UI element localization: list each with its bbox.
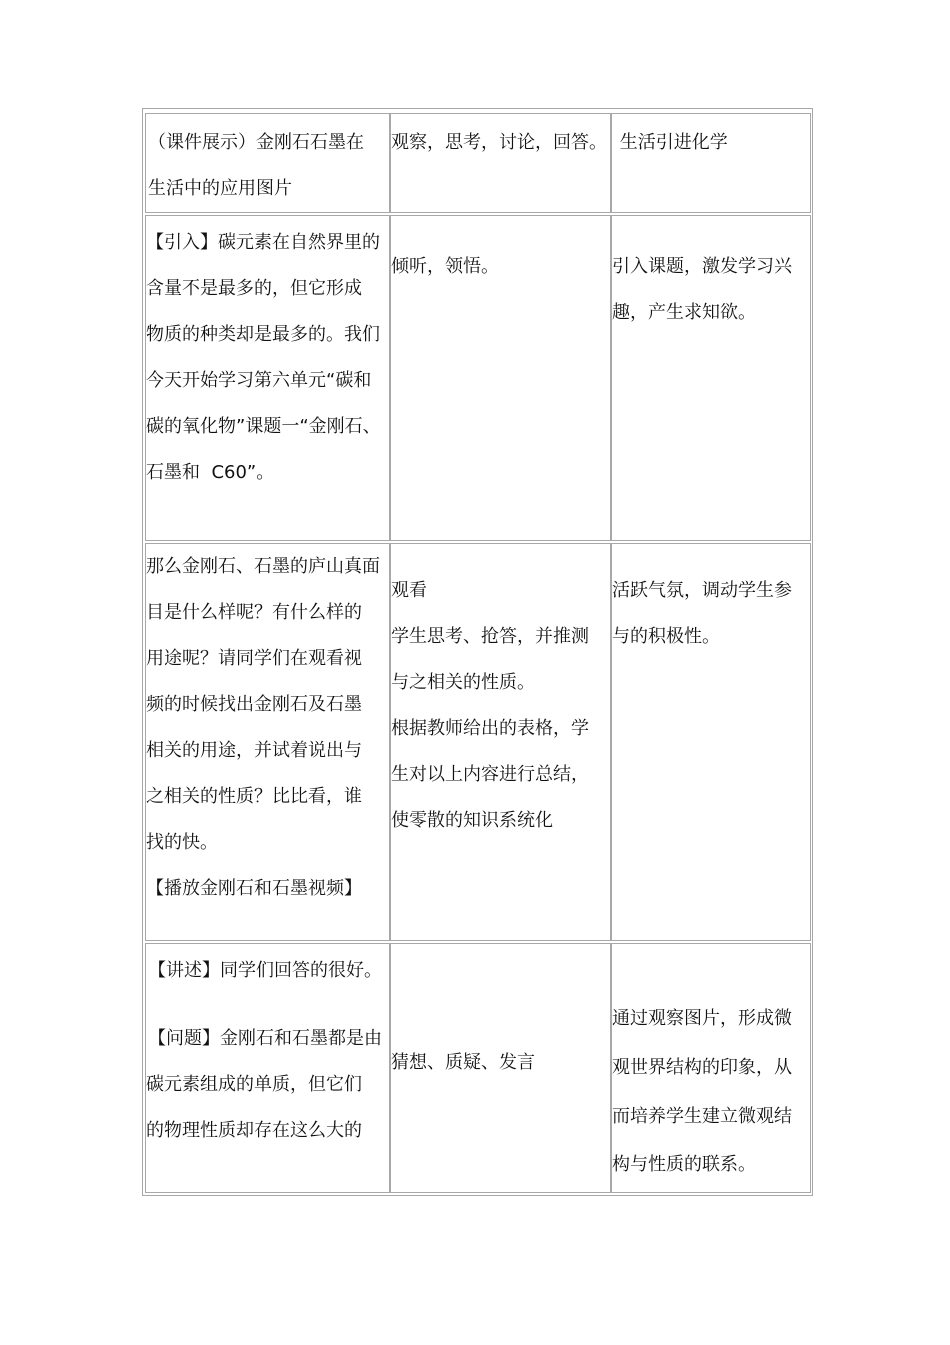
design-intent-cell [611,215,811,541]
cell-line: 生活中的应用图片 [148,178,292,199]
cell-line: 【播放金刚石和石墨视频】 [146,878,362,899]
teacher-activity-cell [145,113,390,213]
design-intent-cell [611,543,811,941]
cell-line: 观世界结构的印象，从 [612,1057,792,1078]
cell-line: 引入课题，激发学习兴 [612,256,792,277]
cell-line: 通过观察图片，形成微 [612,1008,792,1029]
cell-line: 今天开始学习第六单元“碳和 [146,370,372,391]
cell-line: 生对以上内容进行总结， [391,764,589,785]
cell-line: 学生思考、抢答，并推测 [391,626,589,647]
cell-line: 用途呢？请同学们在观看视 [146,648,362,669]
cell-line: 找的快。 [146,832,218,853]
cell-line: 目是什么样呢？有什么样的 [146,602,362,623]
table-row [143,111,812,215]
cell-line: 而培养学生建立微观结 [612,1106,792,1127]
cell-line: 生活引进化学 [614,132,728,153]
cell-line: 石墨和 C60”。 [146,462,275,483]
cell-line: 那么金刚石、石墨的庐山真面 [146,556,380,577]
design-intent-cell [611,113,811,213]
cell-line: 活跃气氛，调动学生参 [612,580,792,601]
cell-line: 频的时候找出金刚石及石墨 [146,694,362,715]
table-row [143,213,812,543]
cell-line: 【问题】金刚石和石墨都是由 [148,1028,382,1049]
teacher-activity-cell [145,943,390,1193]
teacher-activity-cell [145,543,390,941]
table-row [143,541,812,943]
cell-line: 观看 [391,580,427,601]
cell-line: 含量不是最多的，但它形成 [146,278,362,299]
cell-line: 【引入】碳元素在自然界里的 [146,232,380,253]
cell-line: 倾听，领悟。 [391,256,499,277]
cell-line: 相关的用途，并试着说出与 [146,740,362,761]
cell-line: 与之相关的性质。 [391,672,535,693]
student-activity-cell [390,943,611,1193]
teacher-activity-cell [145,215,390,541]
cell-line: 物质的种类却是最多的。我们 [146,324,380,345]
student-activity-cell [390,113,611,213]
cell-line: 使零散的知识系统化 [391,810,553,831]
lesson-plan-table [142,108,813,1196]
cell-line: （课件展示）金刚石石墨在 [148,132,364,153]
cell-line: 的物理性质却存在这么大的 [146,1120,362,1141]
cell-line: 趣，产生求知欲。 [612,302,756,323]
table-row [143,941,812,1195]
cell-line: 碳的氧化物”课题一“金刚石、 [146,416,381,437]
design-intent-cell [611,943,811,1193]
cell-line: 观察，思考，讨论，回答。 [391,132,607,153]
student-activity-cell [390,543,611,941]
cell-line: 根据教师给出的表格，学 [391,718,589,739]
cell-line: 构与性质的联系。 [612,1154,756,1175]
cell-line: 猜想、质疑、发言 [391,1052,535,1073]
cell-line: 之相关的性质？比比看，谁 [146,786,362,807]
cell-line: 【讲述】同学们回答的很好。 [148,960,382,981]
cell-line: 碳元素组成的单质，但它们 [146,1074,362,1095]
student-activity-cell [390,215,611,541]
cell-line: 与的积极性。 [612,626,720,647]
